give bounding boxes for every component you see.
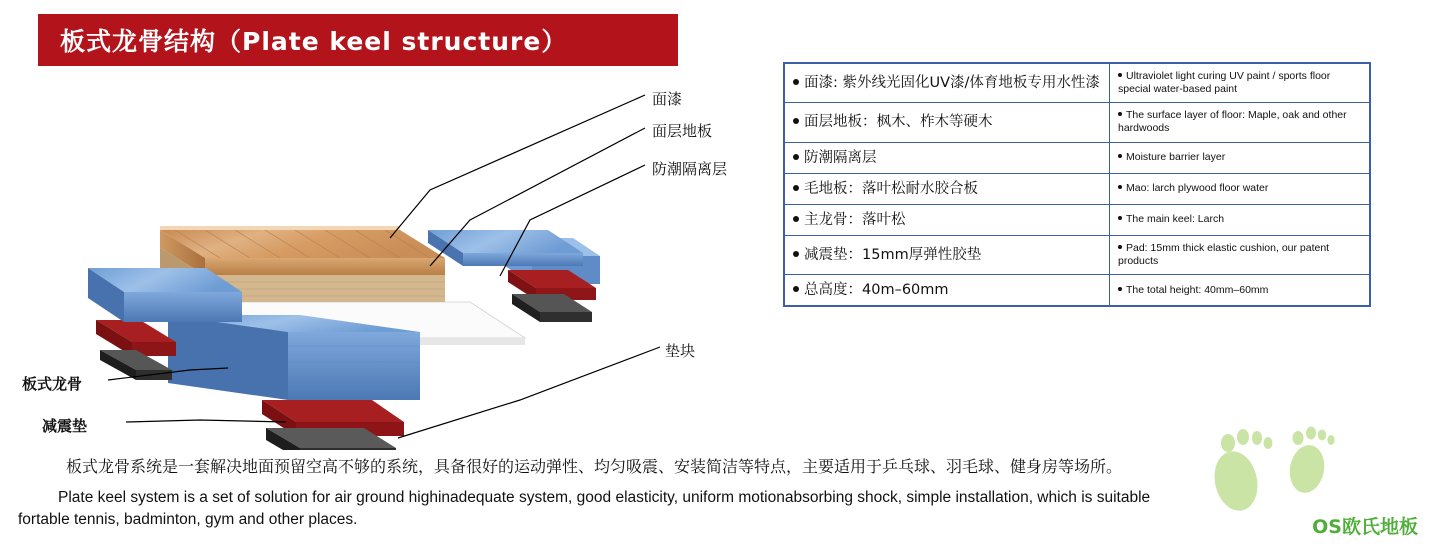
bullet-icon bbox=[793, 154, 799, 160]
table-row bbox=[785, 235, 1370, 274]
bullet-icon bbox=[1118, 154, 1122, 158]
plate-keel-back bbox=[428, 230, 583, 266]
bullet-icon bbox=[793, 185, 799, 191]
bullet-icon bbox=[793, 251, 799, 257]
bullet-icon bbox=[1118, 112, 1122, 116]
spec-cn-6: 总高度：40m–60mm bbox=[785, 275, 1110, 306]
table-row bbox=[785, 173, 1370, 204]
bullet-icon bbox=[793, 216, 799, 222]
spec-en-2: Moisture barrier layer bbox=[1110, 142, 1370, 173]
description-english-line1: Plate keel system is a set of solution for air ground highinadequate system, good elasticity, uniform motionabsorbing shock, simple installation, which is suitable bbox=[58, 489, 1151, 506]
plate-keel-front bbox=[168, 315, 420, 400]
bullet-icon bbox=[793, 286, 799, 292]
title-banner bbox=[38, 14, 678, 66]
label-pad-block: 垫块 bbox=[665, 342, 696, 360]
spec-cn-2: 防潮隔离层 bbox=[785, 142, 1110, 173]
label-moisture-barrier: 防潮隔离层 bbox=[652, 160, 728, 178]
spec-en-4: The main keel: Larch bbox=[1110, 204, 1370, 235]
bullet-icon bbox=[793, 79, 799, 85]
bullet-icon bbox=[1118, 216, 1122, 220]
spec-cn-0: 面漆: 紫外线光固化UV漆/体育地板专用水性漆 bbox=[785, 64, 1110, 103]
spec-en-0: Ultraviolet light curing UV paint / sports floor special water-based paint bbox=[1110, 64, 1370, 103]
spec-cn-5: 减震垫：15mm厚弹性胶垫 bbox=[785, 235, 1110, 274]
description-chinese: 板式龙骨系统是一套解决地面预留空高不够的系统，具备很好的运动弹性、均匀吸震、安装简洁等特点，主要适用于乒乓球、羽毛球、健身房等场所。 bbox=[66, 457, 1123, 476]
shock-pad-front bbox=[262, 400, 404, 450]
page-title: 板式龙骨结构（Plate keel structure） bbox=[60, 27, 568, 56]
spec-cn-4: 主龙骨：落叶松 bbox=[785, 204, 1110, 235]
description-english-line2: fortable tennis, badminton, gym and other places. bbox=[18, 511, 358, 529]
bullet-icon bbox=[1118, 185, 1122, 189]
spec-en-5: Pad: 15mm thick elastic cushion, our patent products bbox=[1110, 235, 1370, 274]
table-row bbox=[785, 142, 1370, 173]
spec-en-1: The surface layer of floor: Maple, oak and other hardwoods bbox=[1110, 103, 1370, 142]
spec-en-3: Mao: larch plywood floor water bbox=[1110, 173, 1370, 204]
table-row bbox=[785, 275, 1370, 306]
bullet-icon bbox=[793, 118, 799, 124]
label-shock-pad: 减震垫 bbox=[42, 417, 88, 435]
label-surface-floor: 面层地板 bbox=[652, 122, 713, 140]
support-block-left bbox=[96, 320, 176, 380]
footprints-icon bbox=[1202, 409, 1352, 529]
spec-en-6: The total height: 40mm–60mm bbox=[1110, 275, 1370, 306]
spec-cn-3: 毛地板：落叶松耐水胶合板 bbox=[785, 173, 1110, 204]
spec-table bbox=[783, 62, 1371, 307]
label-plate-keel: 板式龙骨 bbox=[22, 375, 83, 393]
table-row bbox=[785, 204, 1370, 235]
table-row bbox=[785, 64, 1370, 103]
table-row bbox=[785, 103, 1370, 142]
bullet-icon bbox=[1118, 245, 1122, 249]
bullet-icon bbox=[1118, 287, 1122, 291]
structure-illustration bbox=[0, 70, 770, 450]
bullet-icon bbox=[1118, 73, 1122, 77]
brand-logo-text: OS欧氏地板 bbox=[1312, 516, 1418, 538]
label-top-coat: 面漆 bbox=[652, 90, 683, 108]
spec-cn-1: 面层地板：枫木、柞木等硬木 bbox=[785, 103, 1110, 142]
